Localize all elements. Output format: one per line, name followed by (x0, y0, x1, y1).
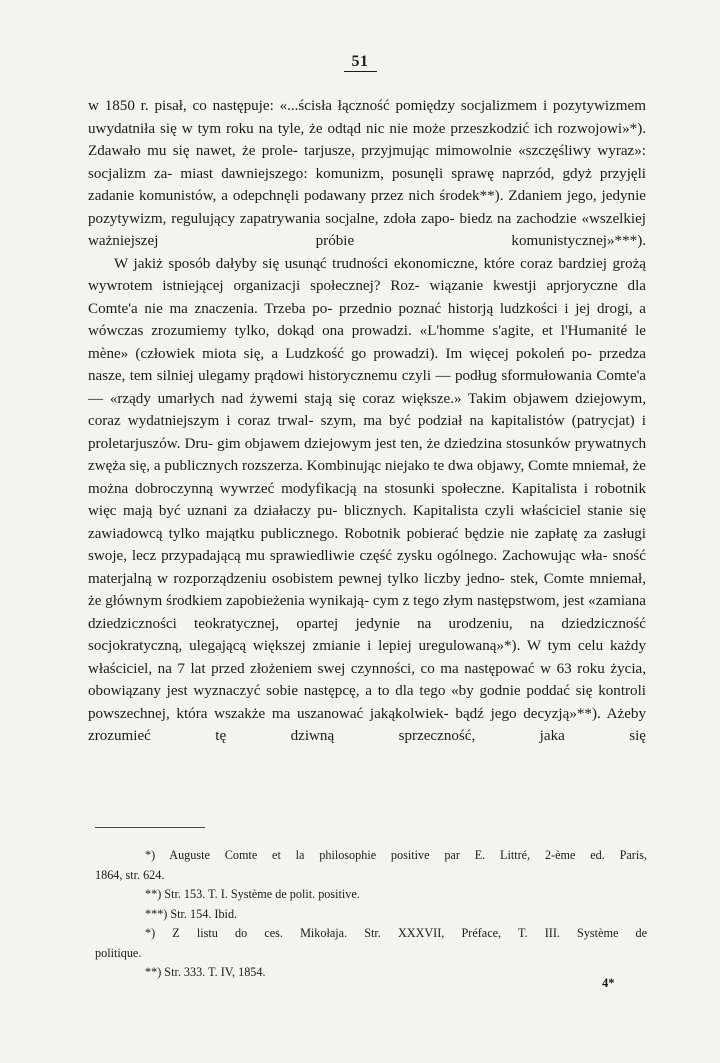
footnote-5: **) Str. 333. T. IV, 1854. (145, 965, 266, 979)
text-line: opartej jedynie na urodzeniu, na dziedziczność socjokratyczną, ulegającą (88, 615, 646, 654)
text-line: blicznych. Kapitalista czyli właściciel stanie się zawiadowcą tylko majątku (88, 503, 646, 542)
footnote-1: *) Auguste Comte et la philosophie positive par E. Littré, 2-ème ed. Paris, (145, 848, 647, 862)
text-line: przedza nasze, tem silniej ulegamy prądowi historycznemu czyli — podług (88, 345, 646, 384)
text-line: zadanie komunistów, a odepchnęli podawany przez nich środek**). Zdaniem (88, 188, 563, 204)
text-line: zwęża się, a publicznych rozszerza. Kombinując niejako te dwa objawy, (88, 458, 525, 474)
text-line: biedz na zachodzie «wszelkiej ważniejszej próbie komunistycznej»***). (88, 210, 646, 249)
footnotes (95, 846, 647, 983)
text-line: większej zmianie i lepiej uregulowaną»*). W tym celu każdy właściciel, (88, 638, 646, 677)
paragraph-1 (88, 95, 646, 253)
text-line: (człowiek miota się, a Ludzkość go prowadzi). Im więcej pokoleń po- (135, 345, 592, 362)
text-line: w 1850 r. pisał, co następuje: «...ścisła łączność pomiędzy socjalizmem (88, 98, 538, 114)
text-line: poddać się kontroli powszechnej, która wszakże ma uszanować jakąkolwiek- (88, 683, 646, 722)
text-line: wiązanie kwestji aprjoryczne dla Comte'a nie ma znaczenia. Trzeba po- (88, 278, 646, 317)
text-line: publicznego. Robotnik pobierać będzie nie zapłatę za zasługi swoje, lecz (88, 525, 647, 564)
footnote-4: *) Z listu do ces. Mikołaja. Str. XXXVII, Préface, T. III. Système de (145, 926, 647, 940)
text-line: życia, obowiązany jest wyznaczyć sobie następcę, a to dla tego «by godnie (88, 660, 647, 699)
text-line: bądź jego decyzją»**). Ażeby zrozumieć tę dziwną sprzeczność, jaka się (88, 705, 646, 744)
text-line: społeczne. Kapitalista i robotnik więc mają być uznani za działaczy pu- (88, 480, 646, 519)
text-line: na 7 lat przed złożeniem swej czynności, co ma następować w 63 roku (157, 660, 605, 677)
text-line: cym z tego złym następstwom, jest «zamiana dziedziczności teokratycznej, (88, 593, 647, 632)
text-line: sność materjalną w rozporządzeniu osobistem pewnej tylko liczby jedno- (88, 548, 646, 587)
footnote-4-continuation: politique. (95, 945, 142, 960)
footnote-1-continuation: 1864, str. 624. (95, 867, 165, 882)
footnote-3: ***) Str. 154. Ibid. (145, 906, 238, 921)
text-line: miast dawniejszego: komunizm, posunęli sprawę naprzód, gdyż przyjęli (180, 165, 646, 182)
body-text (88, 95, 646, 748)
text-line: stek, Comte mniemał, że głównym środkiem zapobieżenia wynikają- (88, 570, 646, 609)
text-line: coraz bardziej grożą wywrotem istniejącej organizacji społecznej? Roz- (88, 255, 646, 294)
text-line: W jakiż sposób dałyby się usunąć trudności ekonomiczne, które (114, 255, 515, 272)
text-line: przednio poznać historją ludzkości i jej drogi, a wówczas zrozumiemy (88, 300, 646, 339)
text-line: większe.» Takim objawem dziejowym, coraz wydatniejszym i coraz trwal- (88, 390, 646, 429)
text-line: tarjusze, przyjmując mimowolnie «szczęśliwy wyraz»: socjalizm za- (88, 143, 646, 182)
text-line: szym, ma być podział na kapitalistów (patrycjat) i proletarjuszów. Dru- (88, 413, 646, 452)
text-line: może przeszkodzić ich rozwojowi»*). Zdawało mu się nawet, że prole- (88, 120, 646, 159)
paragraph-2 (88, 253, 646, 748)
text-line: Comte mniemał, że można dobroczynną wywrzeć modyfikacją na stosunki (88, 458, 647, 497)
text-line: gim objawem dziejowym jest ten, że dziedzina stosunków prywatnych (217, 435, 646, 452)
text-line: jego, jedynie pozytywizm, regulujący zapatrywania socjalne, zdoła zapo- (88, 188, 646, 227)
text-line: tylko, dokąd ona prowadzi. «L'homme s'agite, et l'Humanité le mène» (88, 323, 646, 362)
text-line: przypadającą mu sprawiedliwie część zysku ogólnego. Zachowując wła- (161, 548, 608, 564)
footnote-2: **) Str. 153. T. I. Système de polit. positive. (145, 887, 360, 901)
text-line: sformułowania Comte'a — «rządy umarłych nad żywemi stają się coraz (88, 368, 646, 407)
page-number: 51 (0, 53, 720, 71)
footnote-divider (95, 827, 205, 828)
signature-mark: 4* (602, 976, 615, 990)
text-line: i pozytywizmem uwydatniła się w tym roku na tyle, że odtąd nic nie (88, 98, 646, 137)
